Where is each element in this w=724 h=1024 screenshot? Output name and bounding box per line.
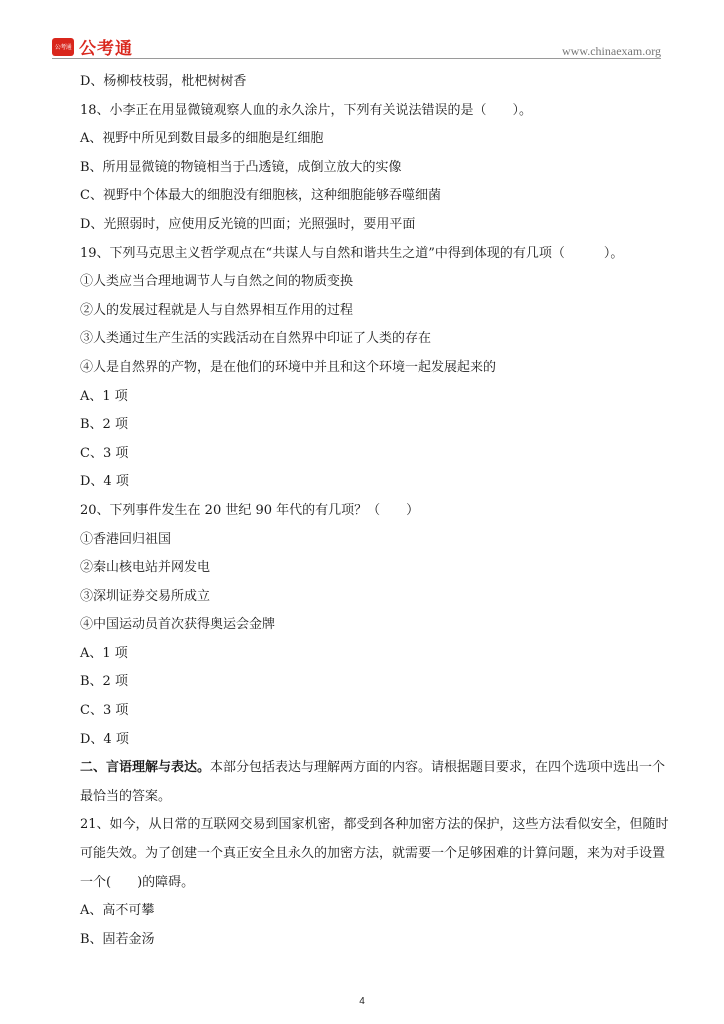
q19-option-b: B、2 项 (80, 417, 128, 433)
q18-option-d: D、光照弱时，应使用反光镜的凹面；光照强时，要用平面 (80, 216, 416, 232)
q18-option-a: A、视野中所见到数目最多的细胞是红细胞 (80, 131, 324, 147)
q19-option-a: A、1 项 (80, 388, 128, 404)
q18-option-b: B、所用显微镜的物镜相当于凸透镜，成倒立放大的实像 (80, 159, 402, 175)
page-content (80, 68, 670, 954)
q19-option-d: D、4 项 (80, 474, 129, 490)
q20-option-a: A、1 项 (80, 645, 128, 661)
q19-statement-2: ②人的发展过程就是人与自然界相互作用的过程 (80, 302, 354, 318)
q20-statement-3: ③深圳证券交易所成立 (80, 588, 211, 604)
q21-option-a: A、高不可攀 (80, 903, 155, 919)
q19-stem: 19、下列马克思主义哲学观点在“共谋人与自然和谐共生之道”中得到体现的有几项（ ）。 (80, 245, 624, 261)
q20-option-b: B、2 项 (80, 674, 128, 690)
logo (52, 34, 133, 59)
q20-option-d: D、4 项 (80, 731, 129, 747)
q20-statement-1: ①香港回归祖国 (80, 531, 172, 547)
q18-stem: 18、小李正在用显微镜观察人血的永久涂片，下列有关说法错误的是（ ）。 (80, 102, 533, 118)
q19-option-c: C、3 项 (80, 445, 129, 461)
section2-intro (80, 754, 670, 811)
q18-option-c: C、视野中个体最大的细胞没有细胞核，这种细胞能够吞噬细菌 (80, 188, 441, 204)
q20-statement-4: ④中国运动员首次获得奥运会金牌 (80, 617, 276, 633)
q20-statement-2: ②秦山核电站并网发电 (80, 560, 211, 576)
q21-stem: 21、如今，从日常的互联网交易到国家机密，都受到各种加密方法的保护，这些方法看似安全，但随时可能失效。为了创建一个真正安全且永久的加密方法，就需要一个足够困难的计算问题，来为对手设置一个( )的障碍。 (80, 817, 669, 890)
page-header (0, 0, 724, 62)
section2-intro-text: 本部分包括表达与理解两方面的内容。请根据题目要求，在四个选项中选出一个最恰当的答案。 (80, 760, 666, 804)
page-number: 4 (359, 996, 365, 1007)
header-divider (52, 58, 661, 59)
logo-badge-icon: 公考通 (52, 38, 74, 56)
q20-option-c: C、3 项 (80, 703, 129, 719)
q19-statement-3: ③人类通过生产生活的实践活动在自然界中印证了人类的存在 (80, 331, 432, 347)
q19-statement-1: ①人类应当合理地调节人与自然之间的物质变换 (80, 274, 354, 290)
section2-heading: 二、言语理解与表达。 (80, 760, 211, 776)
q19-statement-4: ④人是自然界的产物，是在他们的环境中并且和这个环境一起发展起来的 (80, 359, 497, 375)
logo-text: 公考通 (79, 39, 133, 59)
q21-option-b: B、固若金汤 (80, 931, 155, 947)
q20-stem: 20、下列事件发生在 20 世纪 90 年代的有几项？（ ） (80, 502, 420, 518)
q17-option-d: D、杨柳枝枝弱，枇杷树树香 (80, 74, 247, 89)
site-url: www.chinaexam.org (562, 44, 661, 58)
